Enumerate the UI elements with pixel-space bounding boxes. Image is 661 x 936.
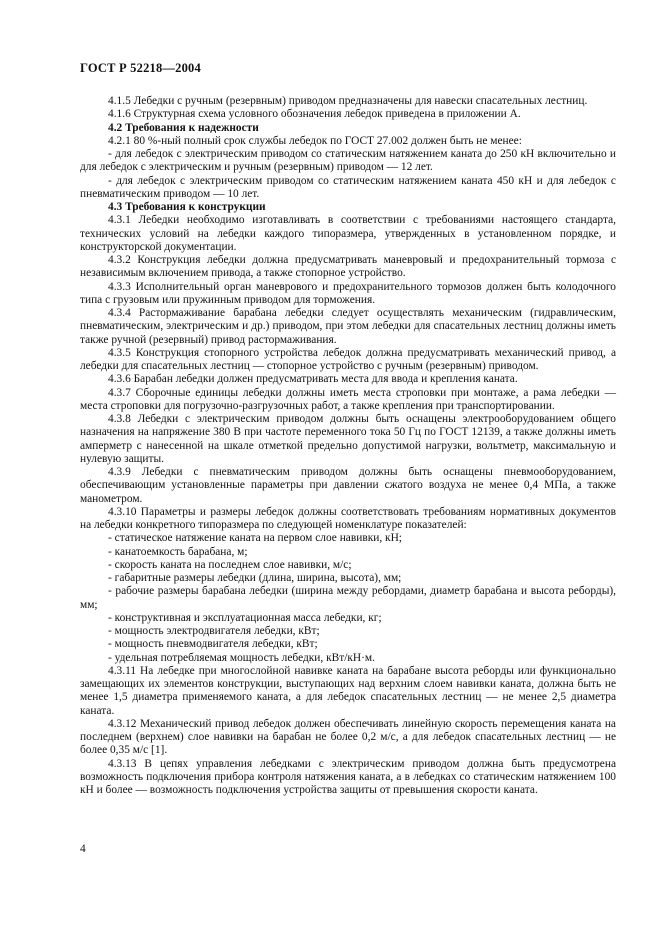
paragraph: 4.3.13 В цепях управления лебедками с электрическим приводом должна быть предусмотрена возможность подключения прибора контроля натяжения каната, а в лебедках со статическим натяжением 100 кН и более — возможность подключения устройства защиты от превышения скорости каната. [80, 757, 616, 796]
paragraph: 4.3.12 Механический привод лебедок должен обеспечивать линейную скорость перемещения каната на последнем (верхнем) слое навивки на барабан не более 0,2 м/с, а для лебедок спасательных лестниц — не более 0,35 м/с [1]. [80, 717, 616, 757]
paragraph: - удельная потребляемая мощность лебедки, кВт/кН·м. [108, 651, 375, 664]
paragraph: 4.3.11 На лебедке при многослойной навивке каната на барабане высота реборды или функционально замещающих их элементов конструкции, выступающих над верхним слоем навивки каната, должна быть не менее 1,5 диаметра применяемого каната, а для лебедок спасательных лестниц — не менее 2,5 диаметра каната. [80, 664, 616, 717]
paragraph: - канатоемкость барабана, м; [108, 545, 248, 558]
paragraph: - для лебедок с электрическим приводом со статическим натяжением каната 450 кН и для лебедок с пневматическим приводом — 10 лет. [80, 174, 616, 200]
document-body [80, 95, 616, 797]
paragraph: 4.3.3 Исполнительный орган маневрового и предохранительного тормозов должен быть колодочного типа с грузовым или пружинным приводом для торможения. [80, 280, 616, 306]
paragraph: 4.3.4 Растормаживание барабана лебедки следует осуществлять механическим (гидравлическим, пневматическим, электрическим и др.) приводом, при этом лебедки для спасательных лестниц должны иметь также ручной (резервный) привод растормаживания. [80, 307, 616, 346]
paragraph: 4.2.1 80 %-ный полный срок службы лебедок по ГОСТ 27.002 должен быть не менее: [108, 134, 522, 147]
paragraph: 4.1.5 Лебедки с ручным (резервным) приводом предназначены для навески спасательных лестниц. [108, 95, 588, 107]
paragraph: - для лебедок с электрическим приводом со статическим натяжением каната до 250 кН включительно и для лебедок с электрическим и ручным (резервным) приводом — 12 лет. [80, 148, 616, 174]
paragraph: - конструктивная и эксплуатационная масса лебедки, кг; [108, 611, 382, 624]
paragraph: 4.3.9 Лебедки с пневматическим приводом должны быть оснащены пневмооборудованием, обеспечивающим установленные параметры при давлении сжатого воздуха не менее 0,4 МПа, а также манометром. [80, 466, 616, 505]
paragraph: 4.3.10 Параметры и размеры лебедок должны соответствовать требованиям нормативных документов на лебедки конкретного типоразмера по следующей номенклатуре показателей: [80, 505, 616, 531]
paragraph: 4.3.2 Конструкция лебедки должна предусматривать маневровый и предохранительный тормоза с независимым включением привода, а также стопорное устройство. [80, 254, 616, 280]
paragraph: 4.3.7 Сборочные единицы лебедки должны иметь места строповки при монтаже, а рама лебедки — места строповки для погрузочно-разгрузочных работ, а также крепления при транспортировании. [80, 386, 616, 412]
paragraph: 4.1.6 Структурная схема условного обозначения лебедок приведена в приложении А. [108, 108, 521, 121]
paragraph: - статическое натяжение каната на первом слое навивки, кН; [108, 532, 402, 545]
paragraph: 4.3.8 Лебедки с электрическим приводом должны быть оснащены электрооборудованием общего назначения на напряжение 380 В при частоте переменного тока 50 Гц по ГОСТ 12139, а также должны иметь амперметр с нанесенной на шкале отметкой предельно допустимой нагрузки, вольтметр, максимальную и нулевую защиты. [80, 413, 616, 465]
paragraph: - габаритные размеры лебедки (длина, ширина, высота), мм; [108, 572, 402, 584]
running-header: ГОСТ Р 52218—2004 [80, 61, 201, 75]
paragraph: 4.3.1 Лебедки необходимо изготавливать в соответствии с требованиями настоящего стандарта, технических условий на лебедки каждого типоразмера, утвержденных в установленном порядке, и конструкторской документации. [80, 214, 616, 253]
paragraph: 4.3.5 Конструкция стопорного устройства лебедок должна предусматривать механический привод, а лебедки для спасательных лестниц — стопорное устройство с ручным (резервным) приводом. [80, 346, 616, 372]
paragraph: - мощность пневмодвигателя лебедки, кВт; [108, 638, 318, 651]
section-heading: 4.3 Требования к конструкции [108, 201, 266, 213]
section-heading: 4.2 Требования к надежности [108, 121, 259, 134]
paragraph: 4.3.6 Барабан лебедки должен предусматривать места для ввода и крепления каната. [108, 373, 518, 386]
paragraph: - рабочие размеры барабана лебедки (ширина между ребордами, диаметр барабана и высота реборды), мм; [80, 585, 616, 611]
page-number: 4 [80, 843, 86, 855]
paragraph: - скорость каната на последнем слое навивки, м/с; [108, 558, 352, 571]
paragraph: - мощность электродвигателя лебедки, кВт; [108, 625, 320, 637]
